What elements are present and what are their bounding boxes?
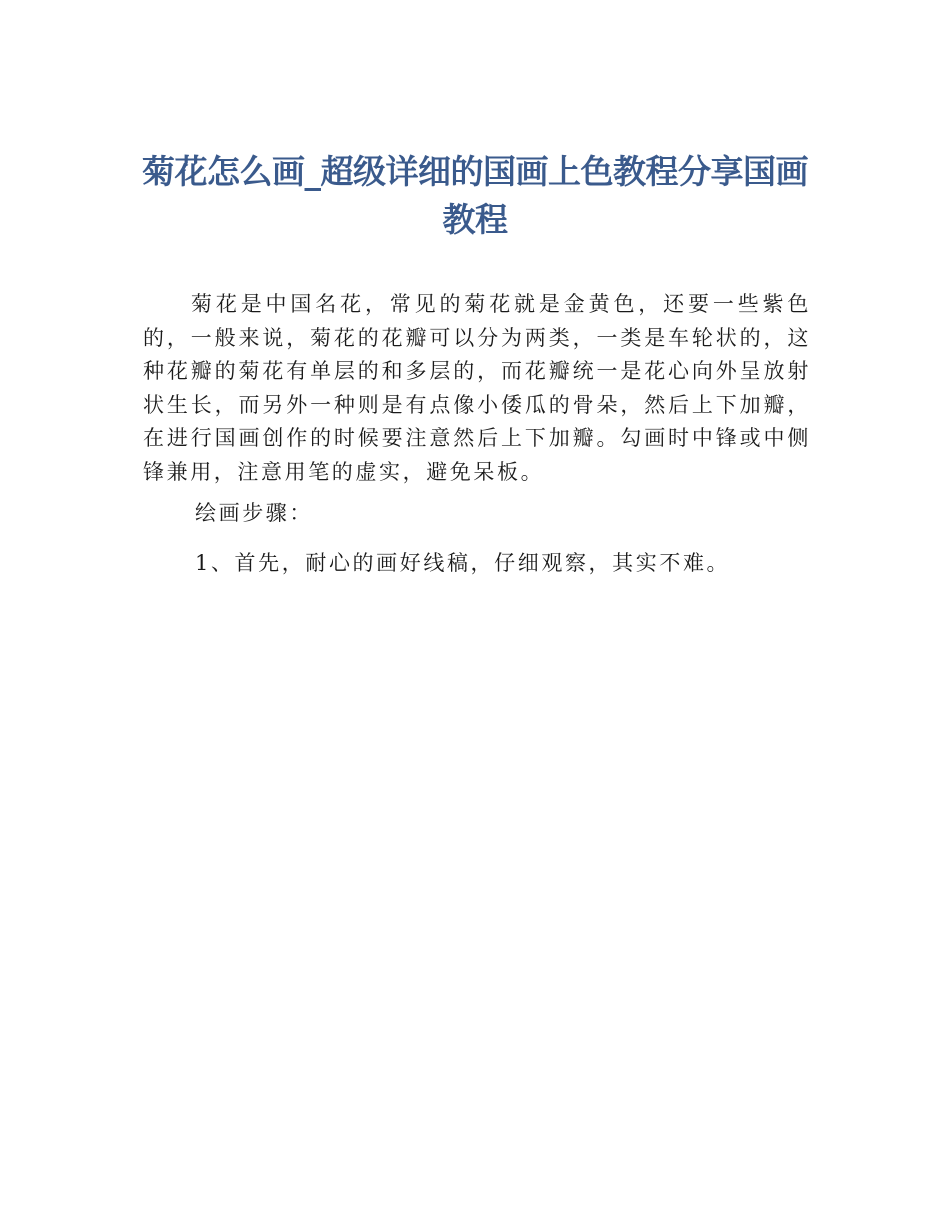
document-title: 菊花怎么画_超级详细的国画上色教程分享国画教程 (142, 152, 808, 239)
intro-paragraph: 菊花是中国名花，常见的菊花就是金黄色，还要一些紫色的，一般来说，菊花的花瓣可以分为两类，一类是车轮状的，这种花瓣的菊花有单层的和多层的，而花瓣统一是花心向外呈放射状生长，而另外一种则是有点像小倭瓜的骨朵，然后上下加瓣，在进行国画创作的时候要注意然后上下加瓣。勾画时中锋或中侧锋兼用，注意用笔的虚实，避免呆板。 (143, 292, 811, 484)
step-1-paragraph: 1、首先，耐心的画好线稿，仔细观察，其实不难。 (195, 551, 731, 575)
steps-heading: 绘画步骤： (195, 501, 313, 525)
